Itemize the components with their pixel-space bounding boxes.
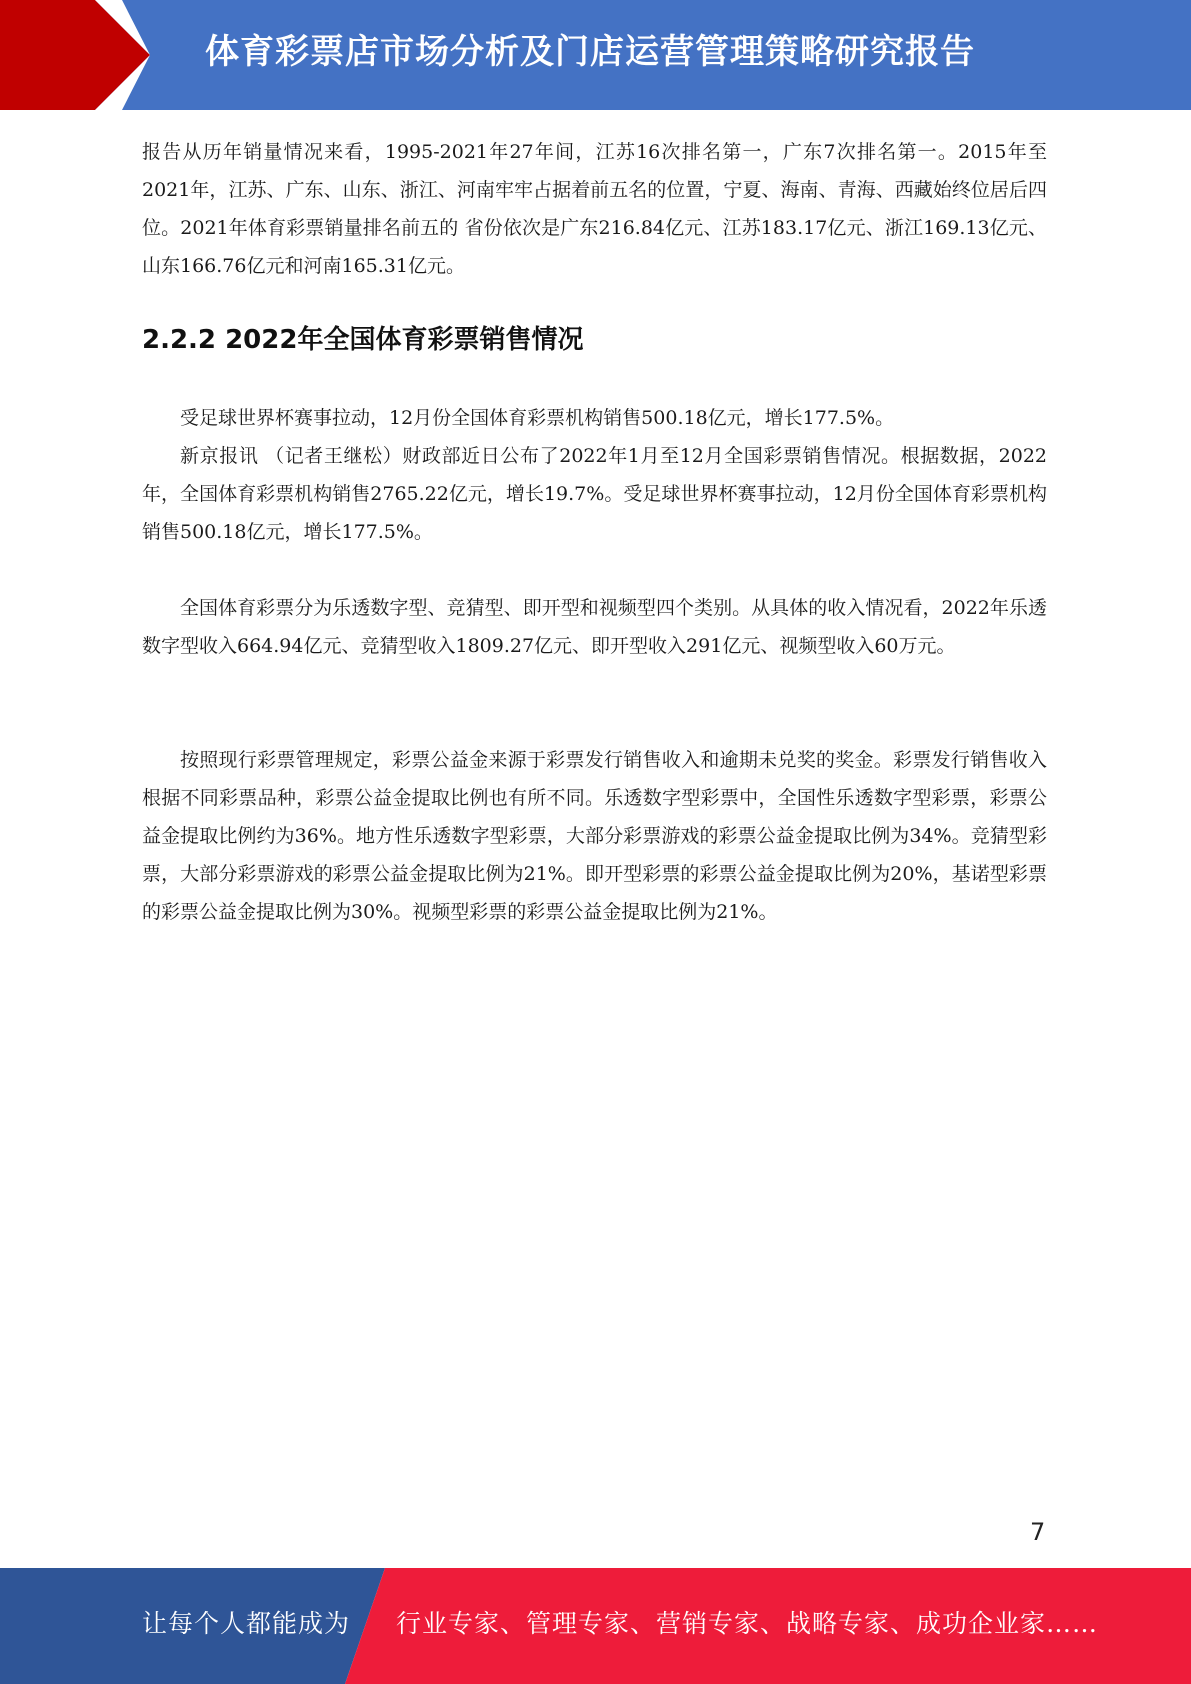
- footer-slogan-left: 让每个人都能成为: [142, 1609, 351, 1638]
- page-number: 7: [1030, 1518, 1046, 1546]
- section-paragraph-4: [142, 741, 1047, 931]
- section-paragraph-3: [142, 589, 1047, 665]
- paragraph-categories: 全国体育彩票分为乐透数字型、竞猜型、即开型和视频型四个类别。从具体的收入情况看，2022年乐透数字型收入664.94亿元、竞猜型收入1809.27亿元、即开型收入291亿元、视频型收入60万元。: [142, 597, 1047, 657]
- paragraph-news: 新京报讯 （记者王继松）财政部近日公布了2022年1月至12月全国彩票销售情况。根据数据，2022年，全国体育彩票机构销售2765.22亿元，增长19.7%。受足球世界杯赛事拉动，12月份全国体育彩票机构销售500.18亿元，增长177.5%。: [142, 445, 1047, 543]
- section-heading: 2.2.2 2022年全国体育彩票销售情况: [142, 325, 584, 355]
- page-header: [0, 0, 1191, 110]
- page-footer: [0, 1568, 1191, 1684]
- report-title: 体育彩票店市场分析及门店运营管理策略研究报告: [205, 32, 975, 72]
- section-paragraph-2: [142, 437, 1047, 551]
- intro-block: [142, 133, 1047, 285]
- paragraph-welfare-fund: 按照现行彩票管理规定，彩票公益金来源于彩票发行销售收入和逾期未兑奖的奖金。彩票发行销售收入根据不同彩票品种，彩票公益金提取比例也有所不同。乐透数字型彩票中，全国性乐透数字型彩票，彩票公益金提取比例约为36%。地方性乐透数字型彩票，大部分彩票游戏的彩票公益金提取比例为34%。竞猜型彩票，大部分彩票游戏的彩票公益金提取比例为21%。即开型彩票的彩票公益金提取比例为20%，基诺型彩票的彩票公益金提取比例为30%。视频型彩票的彩票公益金提取比例为21%。: [142, 749, 1047, 923]
- section-paragraph-1: [142, 399, 1047, 437]
- paragraph-worldcup: 受足球世界杯赛事拉动，12月份全国体育彩票机构销售500.18亿元，增长177.5%。: [180, 407, 895, 429]
- footer-slogan-right: 行业专家、管理专家、营销专家、战略专家、成功企业家……: [396, 1609, 1099, 1638]
- intro-paragraph: 报告从历年销量情况来看，1995-2021年27年间，江苏16次排名第一，广东7次排名第一。2015年至2021年，江苏、广东、山东、浙江、河南牢牢占据着前五名的位置，宁夏、海南、青海、西藏始终位居后四位。2021年体育彩票销量排名前五的 省份依次是广东216.84亿元、江苏183.17亿元、浙江169.13亿元、山东166.76亿元和河南165.31亿元。: [142, 141, 1047, 277]
